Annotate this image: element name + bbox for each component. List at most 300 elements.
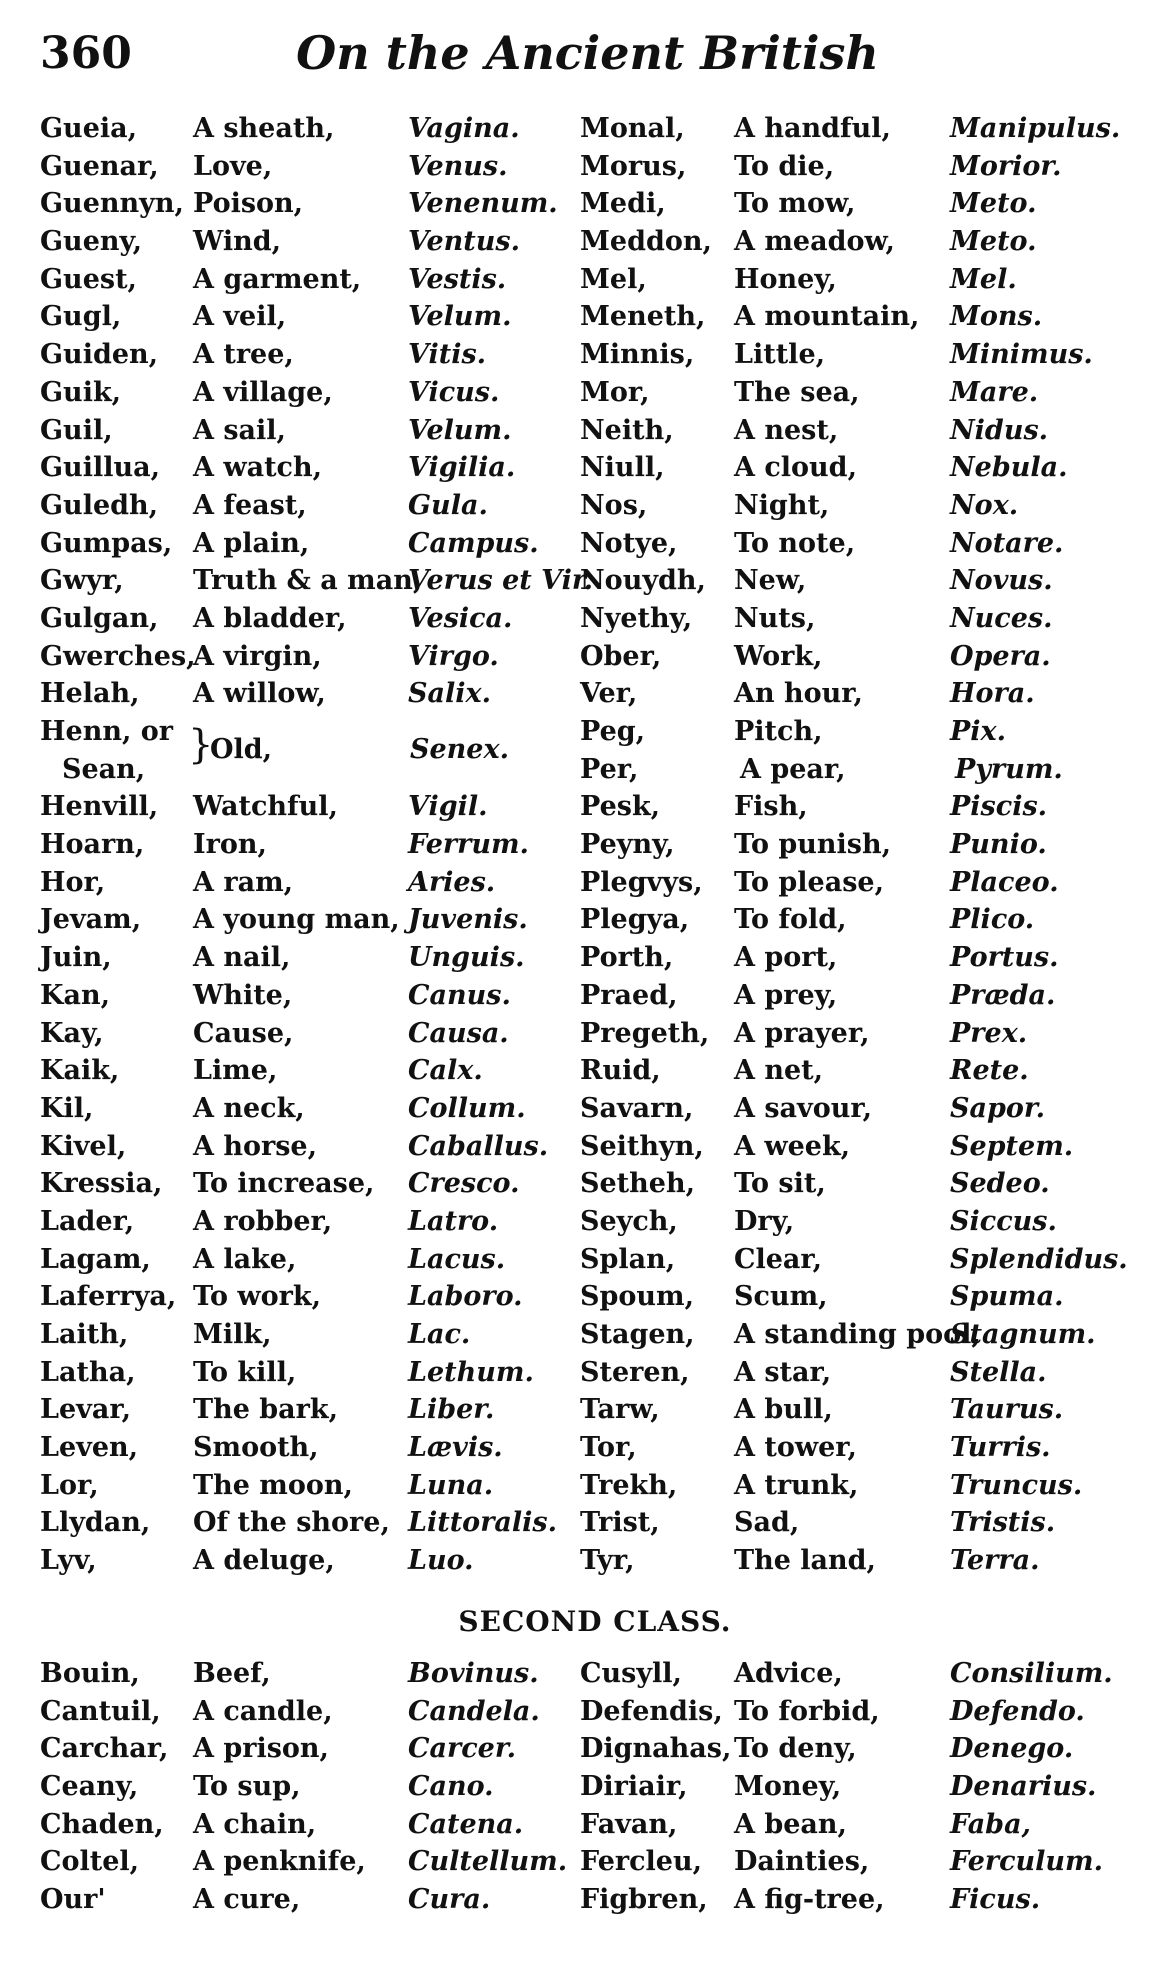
- british-word: Guest,: [40, 263, 137, 295]
- section-title: SECOND CLASS.: [458, 1605, 732, 1638]
- english-meaning: A village,: [193, 376, 333, 408]
- table-row: [40, 901, 1150, 939]
- british-word: Mor,: [580, 376, 650, 408]
- latin-word: Juvenis.: [408, 904, 528, 936]
- latin-word: Defendo.: [950, 1695, 1085, 1727]
- british-word: Pregeth,: [580, 1017, 710, 1049]
- british-word: Peyny,: [580, 829, 675, 861]
- british-word: Guik,: [40, 376, 122, 408]
- latin-word: Prex.: [950, 1017, 1028, 1049]
- table-row: [40, 1316, 1150, 1354]
- latin-word: Senex.: [410, 734, 509, 765]
- british-word: Meddon,: [580, 226, 712, 258]
- english-meaning: Fish,: [734, 791, 808, 823]
- latin-word: Bovinus.: [408, 1658, 539, 1689]
- latin-word: Turris.: [950, 1432, 1051, 1464]
- latin-word: Truncus.: [950, 1469, 1083, 1501]
- latin-word: Stagnum.: [950, 1319, 1096, 1351]
- latin-word: Terra.: [950, 1545, 1040, 1577]
- british-word: Lagam,: [40, 1243, 151, 1275]
- english-meaning: A meadow,: [734, 226, 895, 258]
- latin-word: Laboro.: [408, 1281, 523, 1313]
- latin-word: Luna.: [408, 1469, 494, 1501]
- table-row: [40, 1015, 1150, 1053]
- british-word: Guil,: [40, 414, 113, 446]
- latin-word: Carcer.: [408, 1733, 516, 1765]
- latin-word: Punio.: [950, 829, 1047, 861]
- latin-word: Piscis.: [950, 791, 1048, 823]
- english-meaning: The sea,: [734, 376, 860, 408]
- english-meaning: A robber,: [193, 1205, 333, 1237]
- british-word: Seych,: [580, 1205, 678, 1237]
- british-word: Dignahas,: [580, 1733, 732, 1765]
- english-meaning: A tower,: [734, 1432, 857, 1464]
- english-meaning: A trunk,: [734, 1469, 859, 1501]
- table-row: [40, 826, 1150, 864]
- latin-word: Ferrum.: [408, 829, 529, 861]
- british-word: Tyr,: [580, 1545, 635, 1577]
- british-word: Tor,: [580, 1432, 637, 1464]
- latin-word: Lethum.: [408, 1356, 534, 1388]
- latin-word: Ventus.: [408, 226, 520, 258]
- english-meaning: To punish,: [734, 829, 892, 861]
- latin-word: Manipulus.: [950, 113, 1121, 144]
- table-row: [40, 1542, 1150, 1580]
- table-row: [40, 223, 1150, 261]
- english-meaning: New,: [734, 565, 807, 597]
- latin-word: Plico.: [950, 904, 1035, 936]
- english-meaning: A handful,: [734, 113, 891, 144]
- latin-word: Ferculum.: [950, 1846, 1104, 1878]
- merged-entry-row: [40, 713, 1150, 788]
- english-meaning: The moon,: [193, 1469, 353, 1501]
- english-meaning: A bull,: [734, 1394, 833, 1426]
- english-meaning: A bean,: [734, 1808, 847, 1840]
- english-meaning: Money,: [734, 1771, 842, 1803]
- page-header: [40, 20, 1135, 90]
- latin-word: Sedeo.: [950, 1168, 1050, 1200]
- english-meaning: Truth & a man,: [193, 565, 423, 597]
- latin-word: Velum.: [408, 414, 512, 446]
- table-row: [40, 562, 1150, 600]
- british-word: Laith,: [40, 1319, 129, 1351]
- latin-word: Morior.: [950, 150, 1062, 182]
- english-meaning: A ram,: [193, 866, 294, 898]
- british-word: Helah,: [40, 678, 140, 710]
- british-word: Seithyn,: [580, 1130, 704, 1162]
- latin-word: Vitis.: [408, 339, 487, 371]
- british-word: Ruid,: [580, 1055, 661, 1087]
- english-meaning: To fold,: [734, 904, 847, 936]
- latin-word: Faba,: [950, 1808, 1031, 1840]
- british-word: Kay,: [40, 1017, 104, 1049]
- british-word: Guledh,: [40, 489, 159, 521]
- latin-word: Virgo.: [408, 640, 499, 672]
- table-row: [40, 977, 1150, 1015]
- english-meaning: A pear,: [740, 753, 846, 785]
- english-meaning: To forbid,: [734, 1695, 880, 1727]
- british-word: Ober,: [580, 640, 662, 672]
- table-row: [40, 449, 1150, 487]
- latin-word: Cano.: [408, 1771, 494, 1803]
- british-word: Kaik,: [40, 1055, 120, 1087]
- table-row: [40, 487, 1150, 525]
- table-row: [40, 374, 1150, 412]
- latin-word: Candela.: [408, 1695, 540, 1727]
- latin-word: Nuces.: [950, 602, 1053, 634]
- table-row: [40, 1730, 1150, 1768]
- british-word: Gwyr,: [40, 565, 124, 597]
- british-word: Bouin,: [40, 1658, 140, 1689]
- second-class-table: [40, 1655, 1150, 1919]
- table-row: [40, 1052, 1150, 1090]
- latin-word: Notare.: [950, 527, 1064, 559]
- latin-word: Siccus.: [950, 1205, 1057, 1237]
- table-row: [40, 1806, 1150, 1844]
- english-meaning: A garment,: [193, 263, 362, 295]
- british-word: Neith,: [580, 414, 674, 446]
- english-meaning: A lake,: [193, 1243, 297, 1275]
- table-row: [40, 525, 1150, 563]
- british-word: Peg,: [580, 716, 646, 747]
- latin-word: Vigilia.: [408, 452, 516, 484]
- latin-word: Denarius.: [950, 1771, 1097, 1803]
- english-meaning: To please,: [734, 866, 884, 898]
- english-meaning: A mountain,: [734, 301, 920, 333]
- table-row: [40, 864, 1150, 902]
- latin-word: Nox.: [950, 489, 1019, 521]
- english-meaning: A watch,: [193, 452, 323, 484]
- british-word: Gulgan,: [40, 602, 159, 634]
- latin-word: Nebula.: [950, 452, 1068, 484]
- latin-word: Cura.: [408, 1884, 491, 1916]
- british-word: Jevam,: [40, 904, 142, 936]
- english-meaning: To kill,: [193, 1356, 297, 1388]
- english-meaning: An hour,: [734, 678, 863, 710]
- english-meaning: A savour,: [734, 1092, 873, 1124]
- table-row: [40, 1467, 1150, 1505]
- british-word: Stagen,: [580, 1319, 695, 1351]
- british-word: Carchar,: [40, 1733, 169, 1765]
- latin-word: Portus.: [950, 942, 1059, 974]
- latin-word: Verus et Vir.: [408, 565, 594, 597]
- british-word: Latha,: [40, 1356, 136, 1388]
- british-word: Kressia,: [40, 1168, 163, 1200]
- english-meaning: A candle,: [193, 1695, 333, 1727]
- table-row: [40, 1278, 1150, 1316]
- table-row: [40, 148, 1150, 186]
- english-meaning: Sad,: [734, 1507, 800, 1539]
- british-word: Setheh,: [580, 1168, 695, 1200]
- british-word: Minnis,: [580, 339, 695, 371]
- table-row: [40, 185, 1150, 223]
- latin-word: Vesica.: [408, 602, 513, 634]
- british-word: Ceany,: [40, 1771, 139, 1803]
- latin-word: Pix.: [950, 716, 1007, 747]
- table-row: [40, 1655, 1150, 1693]
- british-word: Steren,: [580, 1356, 690, 1388]
- british-word: Porth,: [580, 942, 674, 974]
- english-meaning: Iron,: [193, 829, 267, 861]
- table-row: [40, 638, 1150, 676]
- english-meaning: Dainties,: [734, 1846, 870, 1878]
- english-meaning: A virgin,: [193, 640, 322, 672]
- english-meaning: A plain,: [193, 527, 310, 559]
- british-word: Gugl,: [40, 301, 122, 333]
- british-word: Cusyll,: [580, 1658, 682, 1689]
- british-word: Nouydh,: [580, 565, 706, 597]
- latin-word: Venenum.: [408, 188, 558, 220]
- latin-word: Canus.: [408, 979, 511, 1011]
- latin-word: Mel.: [950, 263, 1017, 295]
- british-word: Praed,: [580, 979, 678, 1011]
- latin-word: Velum.: [408, 301, 512, 333]
- table-row: [40, 1504, 1150, 1542]
- british-word: Gwerches,: [40, 640, 196, 672]
- table-row: [40, 1843, 1150, 1881]
- latin-word: Venus.: [408, 150, 508, 182]
- english-meaning: White,: [193, 979, 293, 1011]
- latin-word: Cresco.: [408, 1168, 520, 1200]
- british-word: Lyv,: [40, 1545, 97, 1577]
- table-row: [40, 600, 1150, 638]
- english-meaning: Love,: [193, 150, 273, 182]
- english-meaning: A cure,: [193, 1884, 301, 1916]
- latin-word: Tristis.: [950, 1507, 1056, 1539]
- latin-word: Salix.: [408, 678, 492, 710]
- latin-word: Gula.: [408, 489, 488, 521]
- english-meaning: A port,: [734, 942, 838, 974]
- english-meaning: Pitch,: [734, 716, 823, 747]
- english-meaning: Wind,: [193, 226, 282, 258]
- table-row: [40, 675, 1150, 713]
- table-row: [40, 1354, 1150, 1392]
- english-meaning: A prison,: [193, 1733, 329, 1765]
- latin-word: Liber.: [408, 1394, 495, 1426]
- british-word: Defendis,: [580, 1695, 723, 1727]
- english-meaning: A young man,: [193, 904, 400, 936]
- british-word: Our': [40, 1884, 106, 1916]
- latin-word: Collum.: [408, 1092, 526, 1124]
- brace-symbol: }: [188, 722, 214, 768]
- british-word: Ver,: [580, 678, 638, 710]
- latin-word: Splendidus.: [950, 1243, 1128, 1275]
- english-meaning: A net,: [734, 1055, 824, 1087]
- english-meaning: Of the shore,: [193, 1507, 390, 1539]
- table-row: [40, 261, 1150, 299]
- british-word: Meneth,: [580, 301, 706, 333]
- running-title: On the Ancient British: [296, 26, 879, 80]
- english-meaning: A fig-tree,: [734, 1884, 885, 1916]
- english-meaning: To sup,: [193, 1771, 301, 1803]
- latin-word: Rete.: [950, 1055, 1029, 1087]
- british-word: Gumpas,: [40, 527, 173, 559]
- table-row: [40, 1429, 1150, 1467]
- english-meaning: A star,: [734, 1356, 832, 1388]
- latin-word: Causa.: [408, 1017, 509, 1049]
- british-word: Lader,: [40, 1205, 135, 1237]
- table-row: [40, 1241, 1150, 1279]
- british-word: Cantuil,: [40, 1695, 161, 1727]
- british-word: Mel,: [580, 263, 647, 295]
- british-word: Guennyn,: [40, 188, 184, 220]
- british-word: Favan,: [580, 1808, 678, 1840]
- british-word: Lor,: [40, 1469, 99, 1501]
- latin-word: Consilium.: [950, 1658, 1113, 1689]
- british-word: Juin,: [40, 942, 112, 974]
- english-meaning: A chain,: [193, 1808, 317, 1840]
- british-word: Splan,: [580, 1243, 676, 1275]
- british-word: Fercleu,: [580, 1846, 703, 1878]
- first-class-table: [40, 110, 1150, 1580]
- english-meaning: To work,: [193, 1281, 321, 1313]
- latin-word: Unguis.: [408, 942, 525, 974]
- table-row: [40, 1391, 1150, 1429]
- latin-word: Lævis.: [408, 1432, 503, 1464]
- english-meaning: To mow,: [734, 188, 856, 220]
- english-meaning: Cause,: [193, 1017, 294, 1049]
- table-row: [40, 1881, 1150, 1919]
- table-row: [40, 1090, 1150, 1128]
- english-meaning: To deny,: [734, 1733, 857, 1765]
- british-word: Hoarn,: [40, 829, 145, 861]
- british-word: Laferrya,: [40, 1281, 177, 1313]
- latin-word: Ficus.: [950, 1884, 1041, 1916]
- english-meaning: To increase,: [193, 1168, 375, 1200]
- english-meaning: A cloud,: [734, 452, 857, 484]
- latin-word: Luo.: [408, 1545, 474, 1577]
- english-meaning: To sit,: [734, 1168, 826, 1200]
- latin-word: Minimus.: [950, 339, 1093, 371]
- english-meaning: The bark,: [193, 1394, 339, 1426]
- english-meaning: Work,: [734, 640, 823, 672]
- british-word: Sean,: [62, 753, 146, 785]
- english-meaning: Milk,: [193, 1319, 272, 1351]
- british-word: Guenar,: [40, 150, 159, 182]
- british-word: Monal,: [580, 113, 685, 144]
- british-word: Chaden,: [40, 1808, 164, 1840]
- table-row: [40, 788, 1150, 826]
- latin-word: Novus.: [950, 565, 1053, 597]
- latin-word: Pyrum.: [955, 753, 1063, 785]
- english-meaning: Scum,: [734, 1281, 828, 1313]
- latin-word: Præda.: [950, 979, 1056, 1011]
- british-word: Trist,: [580, 1507, 660, 1539]
- latin-word: Vigil.: [408, 791, 488, 823]
- english-meaning: Old,: [210, 734, 273, 765]
- english-meaning: Honey,: [734, 263, 837, 295]
- latin-word: Opera.: [950, 640, 1051, 672]
- table-row: [40, 110, 1150, 148]
- british-word: Per,: [580, 753, 639, 785]
- british-word: Kil,: [40, 1092, 94, 1124]
- english-meaning: Night,: [734, 489, 830, 521]
- british-word: Gueia,: [40, 113, 138, 144]
- english-meaning: To note,: [734, 527, 856, 559]
- british-word: Notye,: [580, 527, 678, 559]
- british-word: Diriair,: [580, 1771, 688, 1803]
- english-meaning: A week,: [734, 1130, 851, 1162]
- british-word: Medi,: [580, 188, 666, 220]
- british-word: Henvill,: [40, 791, 159, 823]
- latin-word: Hora.: [950, 678, 1035, 710]
- latin-word: Spuma.: [950, 1281, 1064, 1313]
- british-word: Coltel,: [40, 1846, 140, 1878]
- british-word: Figbren,: [580, 1884, 708, 1916]
- british-word: Tarw,: [580, 1394, 660, 1426]
- british-word: Kivel,: [40, 1130, 127, 1162]
- british-word: Savarn,: [580, 1092, 694, 1124]
- table-row: [40, 1165, 1150, 1203]
- english-meaning: A sail,: [193, 414, 286, 446]
- british-word: Guiden,: [40, 339, 159, 371]
- english-meaning: A deluge,: [193, 1545, 335, 1577]
- table-row: [40, 939, 1150, 977]
- english-meaning: A prey,: [734, 979, 838, 1011]
- table-row: [40, 1203, 1150, 1241]
- british-word: Nyethy,: [580, 602, 693, 634]
- latin-word: Latro.: [408, 1205, 499, 1237]
- table-row: [40, 1768, 1150, 1806]
- latin-word: Placeo.: [950, 866, 1059, 898]
- english-meaning: The land,: [734, 1545, 876, 1577]
- british-word: Pesk,: [580, 791, 661, 823]
- english-meaning: A willow,: [193, 678, 326, 710]
- latin-word: Campus.: [408, 527, 539, 559]
- latin-word: Taurus.: [950, 1394, 1064, 1426]
- english-meaning: A standing pool,: [734, 1319, 981, 1351]
- page-number: 360: [40, 28, 132, 79]
- latin-word: Vagina.: [408, 113, 520, 144]
- british-word: Plegvys,: [580, 866, 703, 898]
- english-meaning: Beef,: [193, 1658, 271, 1689]
- english-meaning: Lime,: [193, 1055, 278, 1087]
- latin-word: Meto.: [950, 226, 1037, 258]
- english-meaning: A penknife,: [193, 1846, 366, 1878]
- table-row: [40, 412, 1150, 450]
- british-word: Gueny,: [40, 226, 143, 258]
- table-row: [40, 298, 1150, 336]
- english-meaning: Clear,: [734, 1243, 823, 1275]
- english-meaning: To die,: [734, 150, 835, 182]
- english-meaning: Smooth,: [193, 1432, 319, 1464]
- latin-word: Sapor.: [950, 1092, 1046, 1124]
- english-meaning: Watchful,: [193, 791, 338, 823]
- english-meaning: Advice,: [734, 1658, 843, 1689]
- latin-word: Calx.: [408, 1055, 483, 1087]
- latin-word: Cultellum.: [408, 1846, 568, 1878]
- english-meaning: A veil,: [193, 301, 287, 333]
- english-meaning: A sheath,: [193, 113, 335, 144]
- latin-word: Catena.: [408, 1808, 524, 1840]
- british-word: Kan,: [40, 979, 110, 1011]
- british-word: Morus,: [580, 150, 687, 182]
- english-meaning: A nest,: [734, 414, 839, 446]
- latin-word: Mons.: [950, 301, 1043, 333]
- latin-word: Stella.: [950, 1356, 1047, 1388]
- table-row: [40, 1693, 1150, 1731]
- latin-word: Lacus.: [408, 1243, 506, 1275]
- british-word: Llydan,: [40, 1507, 151, 1539]
- british-word: Leven,: [40, 1432, 139, 1464]
- english-meaning: Dry,: [734, 1205, 795, 1237]
- latin-word: Mare.: [950, 376, 1039, 408]
- english-meaning: A horse,: [193, 1130, 317, 1162]
- english-meaning: Little,: [734, 339, 826, 371]
- british-word: Guillua,: [40, 452, 160, 484]
- british-word: Trekh,: [580, 1469, 678, 1501]
- british-word: Nos,: [580, 489, 648, 521]
